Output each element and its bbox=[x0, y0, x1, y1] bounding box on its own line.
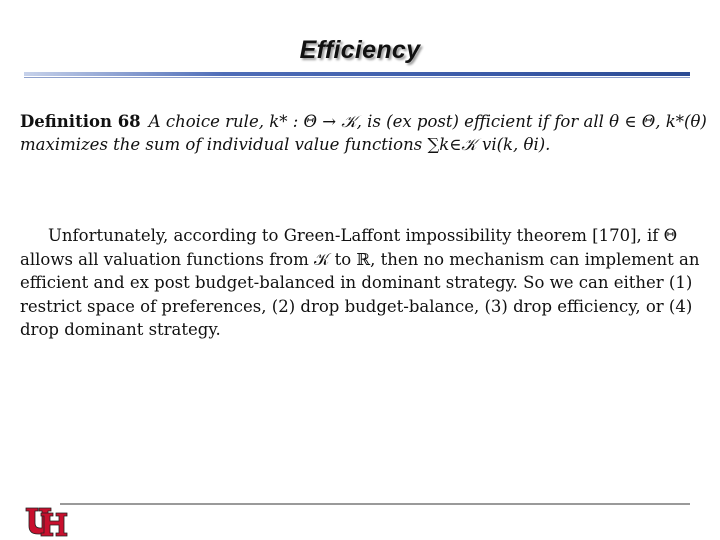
definition-text: A choice rule, k* : Θ → 𝒦, is (ex post) efficient if for all θ ∈ Θ, k*(θ) maximizes the sum of individual value functions ∑k∈𝒦 vi(k, θi). bbox=[20, 112, 707, 154]
definition-block bbox=[20, 110, 710, 156]
footer-divider bbox=[60, 503, 690, 505]
slide-body bbox=[20, 110, 710, 342]
definition-label: Definition 68 bbox=[20, 112, 141, 131]
title-divider-thin bbox=[24, 77, 690, 78]
slide-title: Efficiency bbox=[299, 36, 421, 64]
title-divider bbox=[24, 72, 690, 76]
body-paragraph: Unfortunately, according to Green-Laffont impossibility theorem [170], if Θ allows all valuation functions from 𝒦 to ℝ, then no mechanism can implement an efficient and ex post budget-balanced in dominant strategy. So we can either (1) restrict space of preferences, (2) drop budget-balance, (3) drop efficiency, or (4) drop dominant strategy. bbox=[20, 226, 700, 339]
university-logo-icon bbox=[24, 506, 68, 538]
